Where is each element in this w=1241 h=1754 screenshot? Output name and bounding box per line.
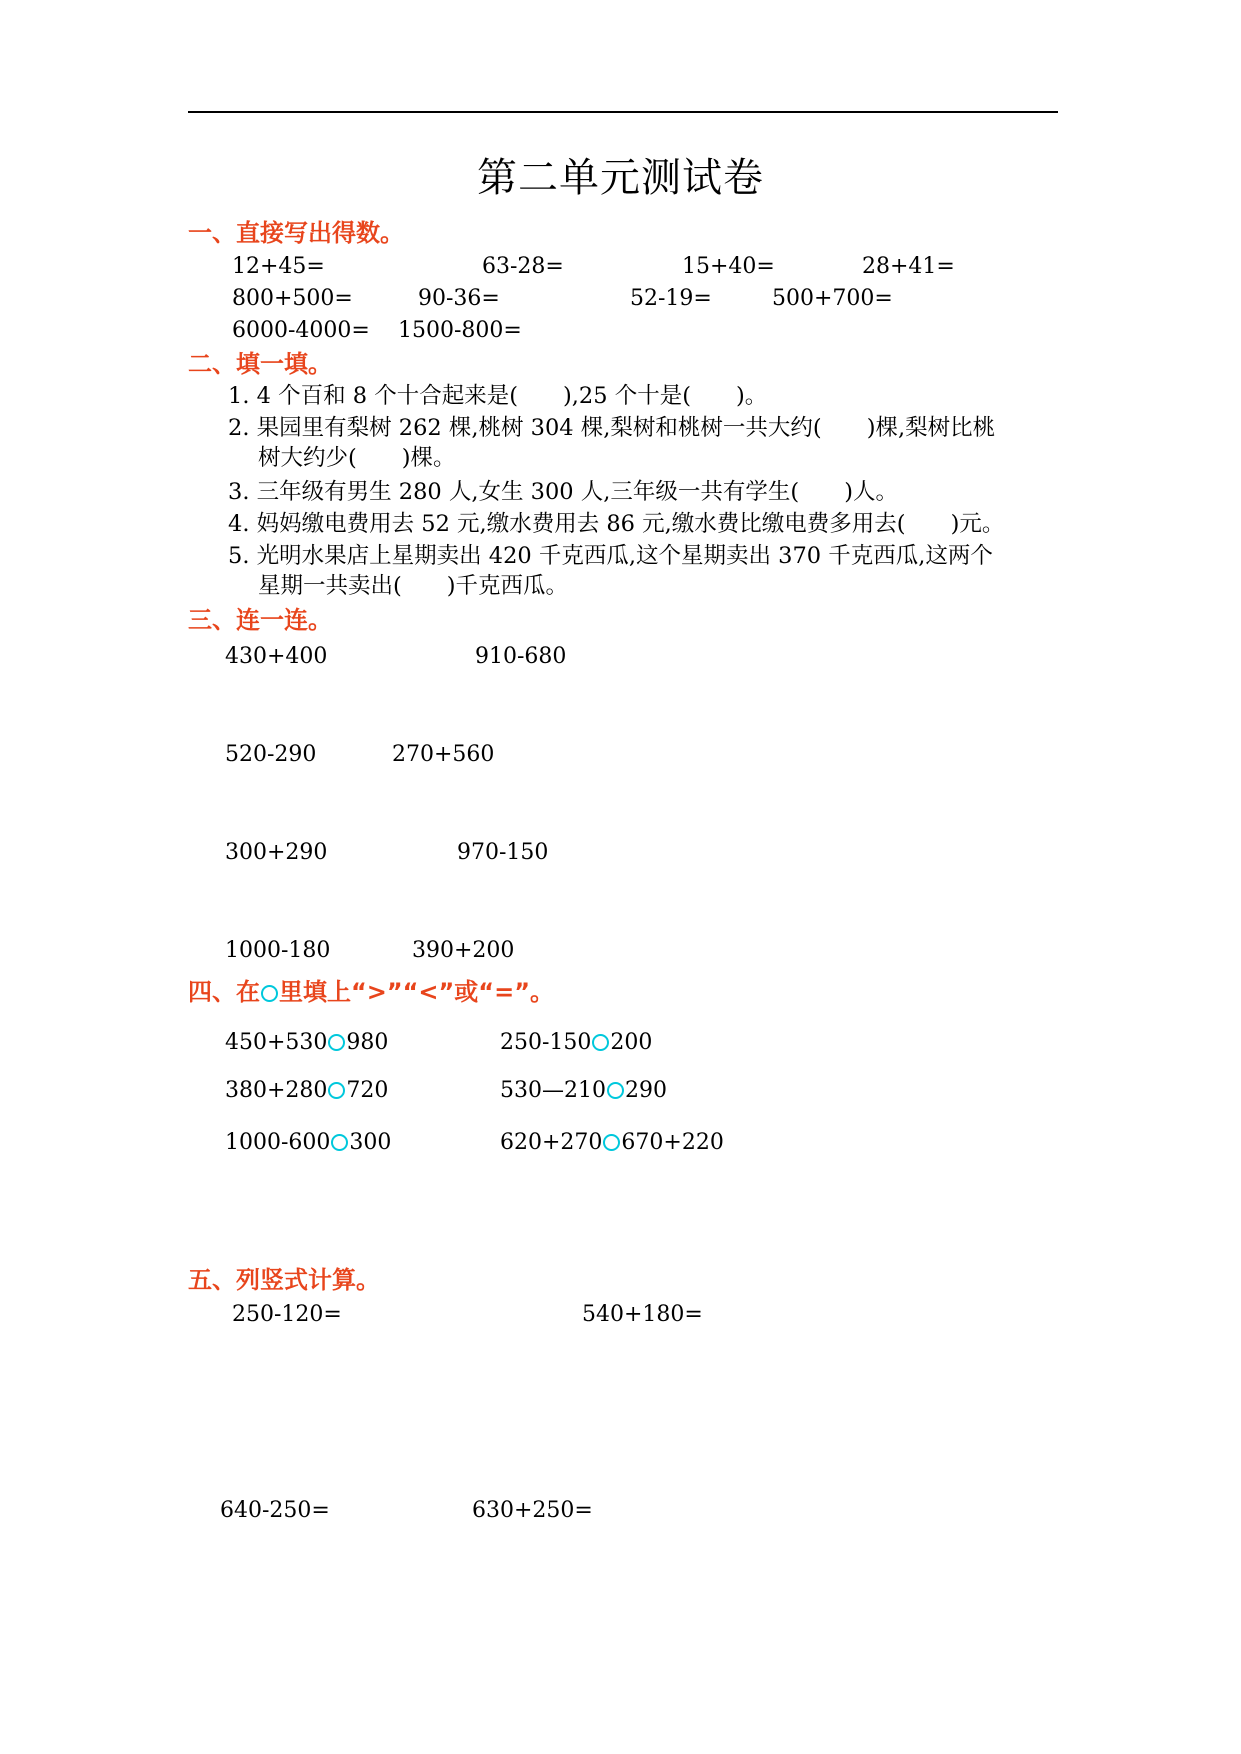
match-expression: 430+400 — [225, 644, 328, 669]
fill-question: 3. 三年级有男生 280 人,女生 300 人,三年级一共有学生( )人。 — [228, 479, 898, 505]
top-rule — [188, 111, 1058, 113]
problem: 28+41= — [862, 254, 955, 279]
compare-right: 300 — [349, 1130, 392, 1155]
answer-circle-icon[interactable] — [607, 1082, 624, 1099]
compare-item — [225, 1028, 388, 1058]
compare-left: 530—210 — [500, 1078, 606, 1103]
match-expression: 1000-180 — [225, 938, 331, 963]
problem: 500+700= — [772, 286, 893, 311]
compare-item — [225, 1128, 391, 1158]
compare-left: 1000-600 — [225, 1130, 331, 1155]
compare-item — [500, 1076, 667, 1106]
problem: 800+500= — [232, 286, 353, 311]
compare-right: 290 — [624, 1078, 667, 1103]
compare-right: 200 — [610, 1030, 653, 1055]
compare-left: 450+530 — [225, 1030, 328, 1055]
problem: 63-28= — [482, 254, 564, 279]
fill-question: 5. 光明水果店上星期卖出 420 千克西瓜,这个星期卖出 370 千克西瓜,这两个 — [228, 543, 993, 569]
page-title: 第二单元测试卷 — [477, 155, 764, 201]
fill-question: 4. 妈妈缴电费用去 52 元,缴水费用去 86 元,缴水费比缴电费多用去( )元。 — [228, 511, 1005, 537]
vertical-calc-problem: 250-120= — [232, 1302, 342, 1327]
section-heading-5: 五、列竖式计算。 — [188, 1266, 380, 1294]
match-expression: 300+290 — [225, 840, 328, 865]
compare-item — [500, 1028, 652, 1058]
section-heading-4-part-b: 里填上“>”“<”或“=”。 — [279, 978, 554, 1006]
match-expression: 910-680 — [475, 644, 567, 669]
problem: 52-19= — [630, 286, 712, 311]
match-expression: 970-150 — [457, 840, 549, 865]
compare-item — [225, 1076, 388, 1106]
compare-right: 720 — [346, 1078, 389, 1103]
match-expression: 270+560 — [392, 742, 495, 767]
compare-item — [500, 1128, 724, 1158]
fill-question: 2. 果园里有梨树 262 棵,桃树 304 棵,梨树和桃树一共大约( )棵,梨树比桃 — [228, 415, 996, 441]
circle-icon — [261, 985, 278, 1002]
problem: 15+40= — [682, 254, 775, 279]
answer-circle-icon[interactable] — [328, 1082, 345, 1099]
vertical-calc-problem: 630+250= — [472, 1498, 593, 1523]
compare-left: 250-150 — [500, 1030, 592, 1055]
answer-circle-icon[interactable] — [328, 1034, 345, 1051]
answer-circle-icon[interactable] — [331, 1134, 348, 1151]
problem: 6000-4000= — [232, 318, 370, 343]
answer-circle-icon[interactable] — [603, 1134, 620, 1151]
vertical-calc-problem: 640-250= — [220, 1498, 330, 1523]
fill-question: 1. 4 个百和 8 个十合起来是( ),25 个十是( )。 — [228, 383, 768, 409]
section-heading-4-part-a: 四、在 — [188, 978, 260, 1006]
section-heading-3: 三、连一连。 — [188, 606, 332, 634]
compare-left: 380+280 — [225, 1078, 328, 1103]
section-heading-2: 二、填一填。 — [188, 350, 332, 378]
section-heading-4 — [188, 976, 554, 1008]
match-expression: 390+200 — [412, 938, 515, 963]
fill-question-continued: 树大约少( )棵。 — [258, 445, 456, 471]
problem: 12+45= — [232, 254, 325, 279]
fill-question-continued: 星期一共卖出( )千克西瓜。 — [258, 573, 569, 599]
problem: 1500-800= — [398, 318, 522, 343]
compare-right: 980 — [346, 1030, 389, 1055]
compare-right: 670+220 — [621, 1130, 724, 1155]
vertical-calc-problem: 540+180= — [582, 1302, 703, 1327]
section-heading-1: 一、直接写出得数。 — [188, 219, 404, 247]
compare-left: 620+270 — [500, 1130, 603, 1155]
match-expression: 520-290 — [225, 742, 317, 767]
answer-circle-icon[interactable] — [592, 1034, 609, 1051]
problem: 90-36= — [418, 286, 500, 311]
